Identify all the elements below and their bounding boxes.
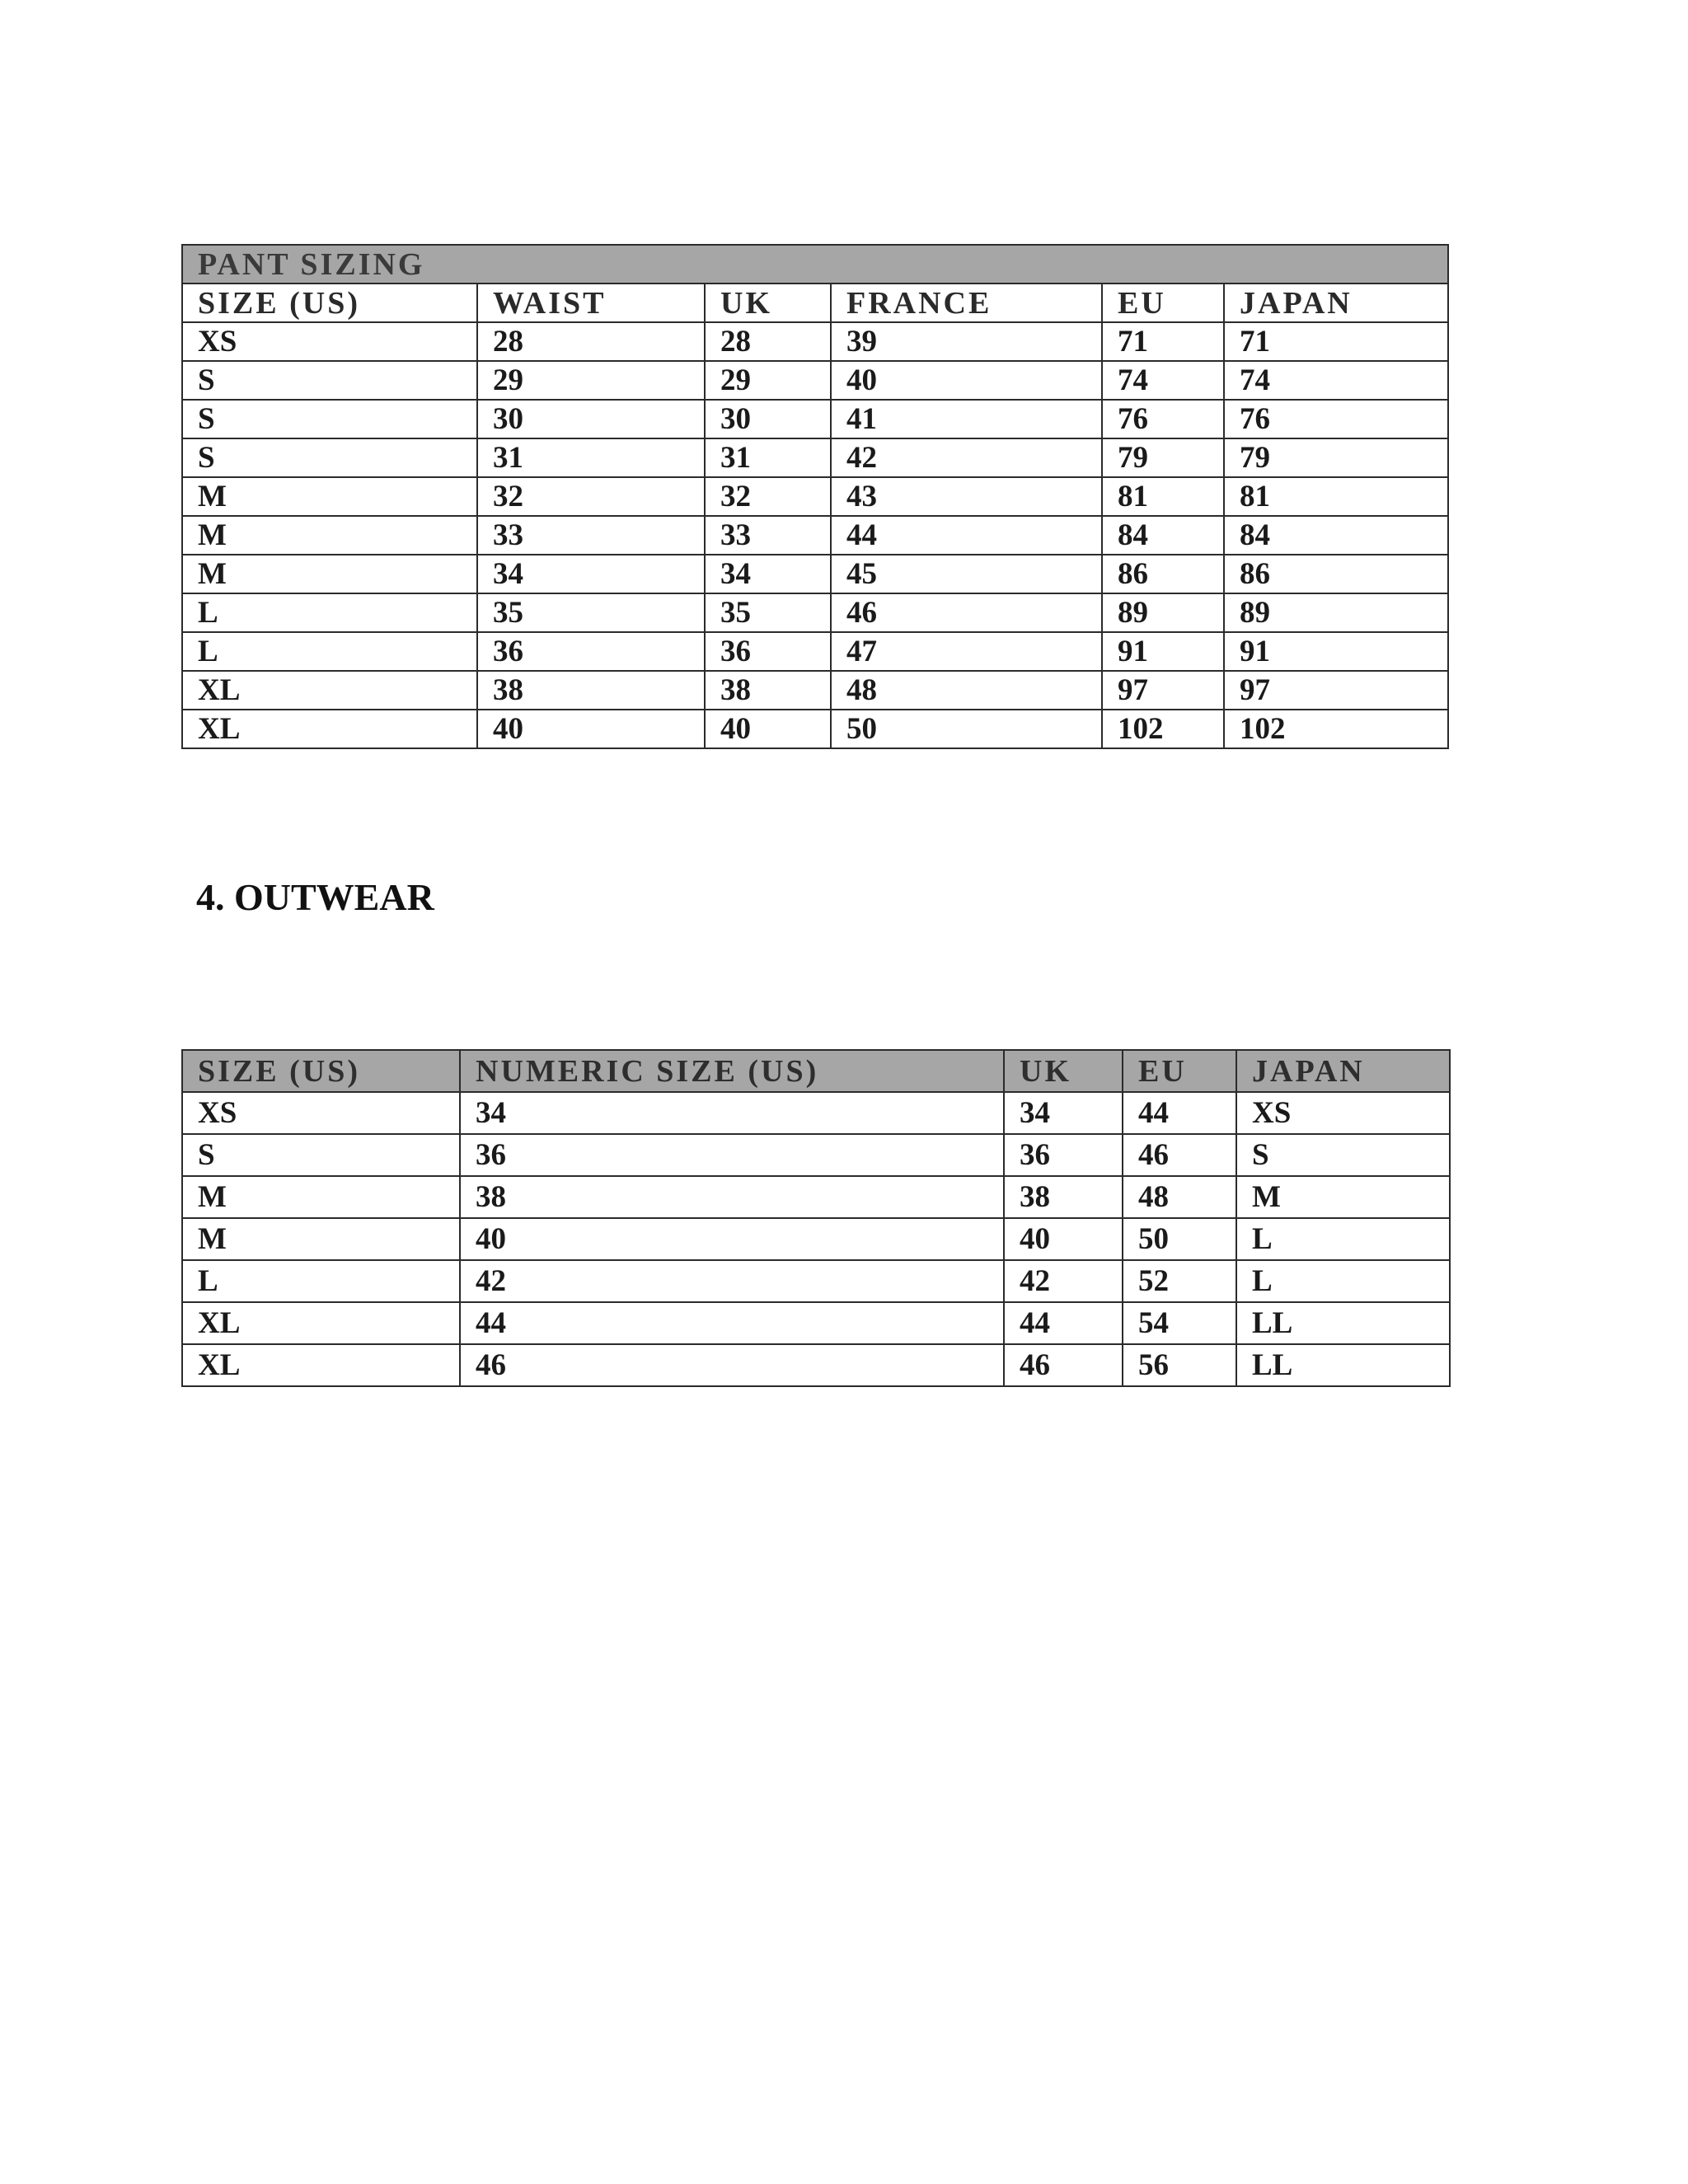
table-header-row xyxy=(182,284,1448,322)
table-cell: 86 xyxy=(1102,555,1224,593)
table-row xyxy=(182,322,1448,361)
table-cell: S xyxy=(182,400,477,438)
table-cell: 40 xyxy=(1004,1218,1123,1260)
table-cell: S xyxy=(182,1134,460,1176)
table-cell: 36 xyxy=(1004,1134,1123,1176)
table-cell: 42 xyxy=(1004,1260,1123,1302)
table-cell: 31 xyxy=(477,438,705,477)
table-cell: 44 xyxy=(1123,1092,1236,1134)
table-cell: 48 xyxy=(831,671,1102,710)
table-row xyxy=(182,1092,1450,1134)
column-header: WAIST xyxy=(477,284,705,322)
table-cell: 46 xyxy=(1004,1344,1123,1386)
table-cell: LL xyxy=(1236,1344,1450,1386)
table-cell: S xyxy=(182,438,477,477)
table-cell: 79 xyxy=(1224,438,1448,477)
table-cell: 71 xyxy=(1102,322,1224,361)
table-cell: L xyxy=(182,1260,460,1302)
table-cell: 86 xyxy=(1224,555,1448,593)
table-cell: 32 xyxy=(705,477,831,516)
column-header: EU xyxy=(1123,1050,1236,1092)
table-cell: LL xyxy=(1236,1302,1450,1344)
table-cell: M xyxy=(182,1218,460,1260)
table-cell: 40 xyxy=(831,361,1102,400)
table-cell: XL xyxy=(182,1344,460,1386)
table-cell: 46 xyxy=(831,593,1102,632)
table-cell: 89 xyxy=(1102,593,1224,632)
table-cell: 30 xyxy=(477,400,705,438)
table-cell: 44 xyxy=(1004,1302,1123,1344)
table-cell: 54 xyxy=(1123,1302,1236,1344)
table-cell: 102 xyxy=(1224,710,1448,748)
table-cell: 91 xyxy=(1224,632,1448,671)
table-cell: 76 xyxy=(1224,400,1448,438)
table-cell: 81 xyxy=(1224,477,1448,516)
table-cell: XS xyxy=(1236,1092,1450,1134)
table-cell: 97 xyxy=(1102,671,1224,710)
table-row xyxy=(182,593,1448,632)
table-cell: 36 xyxy=(477,632,705,671)
table-cell: 30 xyxy=(705,400,831,438)
table-row xyxy=(182,477,1448,516)
table-cell: 89 xyxy=(1224,593,1448,632)
table-cell: XS xyxy=(182,1092,460,1134)
table-row xyxy=(182,1218,1450,1260)
column-header: SIZE (US) xyxy=(182,284,477,322)
table-cell: M xyxy=(182,516,477,555)
table-cell: 35 xyxy=(705,593,831,632)
table-cell: M xyxy=(182,1176,460,1218)
table-cell: 40 xyxy=(705,710,831,748)
table-row xyxy=(182,1176,1450,1218)
table-cell: 46 xyxy=(1123,1134,1236,1176)
table-cell: 44 xyxy=(460,1302,1004,1344)
table-cell: 45 xyxy=(831,555,1102,593)
table-cell: 42 xyxy=(831,438,1102,477)
column-header: JAPAN xyxy=(1236,1050,1450,1092)
table-cell: 52 xyxy=(1123,1260,1236,1302)
table-cell: L xyxy=(1236,1260,1450,1302)
pant-sizing-table xyxy=(181,244,1449,749)
table-cell: 31 xyxy=(705,438,831,477)
column-header: UK xyxy=(705,284,831,322)
table-cell: XL xyxy=(182,671,477,710)
table-cell: M xyxy=(182,477,477,516)
table-cell: 34 xyxy=(1004,1092,1123,1134)
table-cell: L xyxy=(182,593,477,632)
table-cell: 29 xyxy=(705,361,831,400)
table-cell: M xyxy=(1236,1176,1450,1218)
table-cell: 50 xyxy=(1123,1218,1236,1260)
table-cell: 81 xyxy=(1102,477,1224,516)
table-cell: 34 xyxy=(477,555,705,593)
table-cell: 46 xyxy=(460,1344,1004,1386)
column-header: JAPAN xyxy=(1224,284,1448,322)
column-header: FRANCE xyxy=(831,284,1102,322)
table-cell: 42 xyxy=(460,1260,1004,1302)
section-heading: 4. OUTWEAR xyxy=(196,876,434,918)
table-cell: S xyxy=(1236,1134,1450,1176)
table-cell: 28 xyxy=(705,322,831,361)
table-header-row xyxy=(182,1050,1450,1092)
table-cell: 84 xyxy=(1224,516,1448,555)
table-cell: 74 xyxy=(1102,361,1224,400)
table-caption-row xyxy=(182,245,1448,284)
table-cell: 50 xyxy=(831,710,1102,748)
table-cell: 91 xyxy=(1102,632,1224,671)
table-cell: 40 xyxy=(460,1218,1004,1260)
table-cell: 79 xyxy=(1102,438,1224,477)
table-caption: PANT SIZING xyxy=(182,245,1448,284)
table-cell: 74 xyxy=(1224,361,1448,400)
table-row xyxy=(182,438,1448,477)
table-cell: 102 xyxy=(1102,710,1224,748)
table-cell: 41 xyxy=(831,400,1102,438)
table-cell: M xyxy=(182,555,477,593)
table-cell: XS xyxy=(182,322,477,361)
table-cell: 35 xyxy=(477,593,705,632)
outwear-sizing-table xyxy=(181,1049,1451,1387)
table-cell: 43 xyxy=(831,477,1102,516)
table-row xyxy=(182,1302,1450,1344)
column-header: UK xyxy=(1004,1050,1123,1092)
table-cell: 38 xyxy=(460,1176,1004,1218)
column-header: SIZE (US) xyxy=(182,1050,460,1092)
table-cell: 28 xyxy=(477,322,705,361)
table-row xyxy=(182,516,1448,555)
table-cell: 33 xyxy=(705,516,831,555)
table-cell: XL xyxy=(182,710,477,748)
table-cell: L xyxy=(182,632,477,671)
table-row xyxy=(182,555,1448,593)
table-cell: 56 xyxy=(1123,1344,1236,1386)
column-header: NUMERIC SIZE (US) xyxy=(460,1050,1004,1092)
table-cell: 39 xyxy=(831,322,1102,361)
table-row xyxy=(182,1260,1450,1302)
table-cell: 36 xyxy=(705,632,831,671)
table-row xyxy=(182,1134,1450,1176)
table-cell: 34 xyxy=(460,1092,1004,1134)
table-cell: 36 xyxy=(460,1134,1004,1176)
table-cell: 47 xyxy=(831,632,1102,671)
table-row xyxy=(182,632,1448,671)
table-cell: 97 xyxy=(1224,671,1448,710)
table-row xyxy=(182,361,1448,400)
table-row xyxy=(182,400,1448,438)
column-header: EU xyxy=(1102,284,1224,322)
table-cell: 38 xyxy=(1004,1176,1123,1218)
table-cell: 33 xyxy=(477,516,705,555)
table-cell: 76 xyxy=(1102,400,1224,438)
table-row xyxy=(182,710,1448,748)
table-cell: 38 xyxy=(705,671,831,710)
table-row xyxy=(182,671,1448,710)
table-cell: 48 xyxy=(1123,1176,1236,1218)
table-cell: 29 xyxy=(477,361,705,400)
table-cell: 84 xyxy=(1102,516,1224,555)
table-cell: 32 xyxy=(477,477,705,516)
table-cell: XL xyxy=(182,1302,460,1344)
table-cell: 44 xyxy=(831,516,1102,555)
table-cell: L xyxy=(1236,1218,1450,1260)
table-cell: 38 xyxy=(477,671,705,710)
table-cell: 71 xyxy=(1224,322,1448,361)
table-cell: 34 xyxy=(705,555,831,593)
table-cell: S xyxy=(182,361,477,400)
table-row xyxy=(182,1344,1450,1386)
table-cell: 40 xyxy=(477,710,705,748)
